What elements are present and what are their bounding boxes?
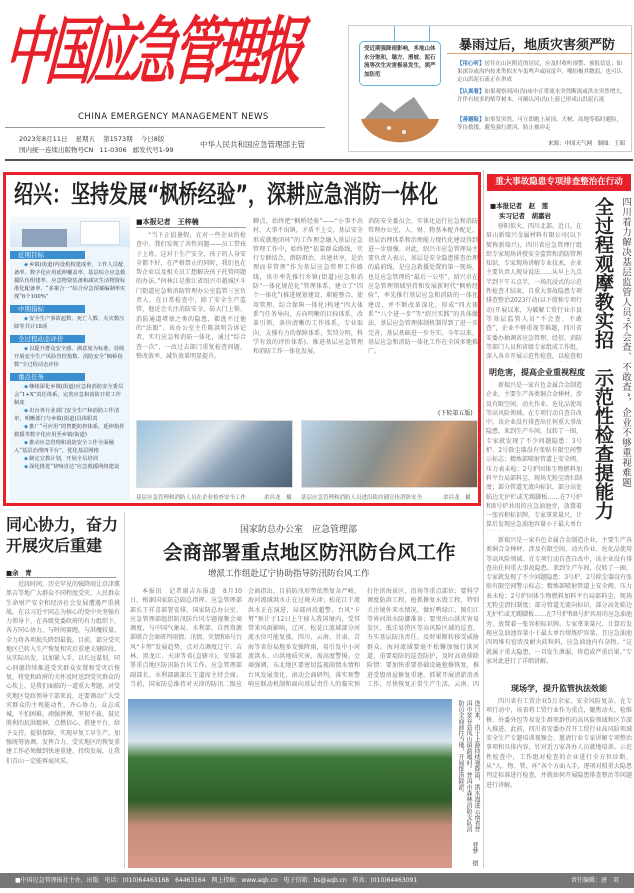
tip-item: 【善避险】如事发突然，可立即跑上屋顶、大树、高地等临时避险，等待救援，避免强行渡河，防止被冲走 [457,117,623,131]
divider [447,53,632,54]
tip-bubble: 受近期强降雨影响，多地山体水分饱和，塌方、滑坡、泥石流等次生灾害极易发生，须严加防范 [359,41,441,86]
article-column: 四川省有工贸企业5万余家，安全风险复杂。在专项行动中，该省将工贸行业作为重点，聚焦动火、检维修、外委外包等易发生群死群伤的高风险领域和区节深入推进。此前，四川省安委办召开工贸行业高风险领域安全生产专题培训视频会，邀请行业专家讲解专项整治事项和具体内容，针对近万家各办人员就地培训。示范性检查中，工作组对检查的企业进行全方位诊断，从“人、物、管、环”各个方面入手，逐项对照重大隐患判定标准进行检查，并就如何开展隐患排查整治等问题进行讲解。 [486,698,632,789]
photo-credit: 余昌龙 摄 [264,495,292,501]
photo-caption: 基层应急管理和消防人员进沿街店铺宣传消防安全 [301,495,423,501]
date: 2023年8月11日 [19,135,68,143]
lead-story [3,172,481,506]
flood-kicker: 国家防总办公室 应急管理部 [240,525,358,535]
issue-info [19,134,164,143]
flood-headline[interactable]: 会商部署重点地区防汛防台风工作 [163,541,456,564]
info-heading: 全过程动态评价 [10,335,85,343]
article-column: 新瑞兴是一家有色金属合金制造企业，主要生产各类铜合金棒材，涉及有限空间、动火作业、危化品使用等高风险领域。在专项行动自查自改中，该企业没有排查出任何重大事故隐患。来到生产车间，仅转了一圈，专家就发现了不少问题隐患：3号炉、2号除尘器没有张贴有限空间警示标志；精炼部喷射管道上安全阀、压力表未检；2号炉固体生物燃料加料平台局部料尘，现场无粉尘清扫制度；部分管道无流向标识，部分高处临边无护栏或无踢脚板……在7号炉和8号炉共用的应急油池旁，放置着一张容积标识牌。专家拿来量尺，计算后发现应急油池容量小于最大单台 [486,382,582,529]
byline: ■余 青 [6,568,116,578]
section-banner: 重大事故隐患专项排查整治在行动 [487,174,631,191]
issue-number: 第1573期 [103,135,133,143]
rebuild-headline[interactable]: 同心协力，奋力开展灾后重建 [6,515,119,555]
info-heading: 重点任务 [10,373,85,381]
article-column: 聊点，始终把“枫桥经验”——“小事不出村，大事不出镇，矛盾不上交，基层安全形成就地闭环”的工作理念融入基层应急管理工作中，始终把“依靠群众路线，实行专群结合，群防群治，共建共享，是治理而非管理”作为基层应急管理工作路线，该市率先推行乡镇(街道)应急和消防“一体化规范化”管理体系，建立了“四个一体化”(推进规划建设、职能整合、使用管理、综合保障一体化)构建“四大体系”(任务导向，方向明晰的目标体系，改革引领，条块清晰的工作体系，专业取向，支撑有力的保障体系，奖罚分明，科学有效的评价体系)，推进基层应急管理和消防工作一体化发展。 [253,218,363,356]
masthead-logo: 中国应急管理报 [0,8,304,95]
footer-phone: 电话：(010)64463168 64463164 [104,877,206,884]
photo-inspection [136,420,293,488]
divider [5,159,633,161]
byline: ■本报记者 王梓楠 [136,217,246,228]
photo-caption: 基层应急管理和消防人员在企业检查安全工作 [136,495,247,501]
footer-fax: 传真：(010)64463091 [352,877,418,884]
info-heading: 中期指标 [10,305,85,313]
divider [5,127,325,128]
article-column: “当下正值暑假，在对一些企业的检查中，我们发现了共性问题——员工带孩子上班。这对于生产安全、孩子的人身安全都不好，在严格禁止的同时，我们也在帮企业以及相关员工想解决孩子托管问题的办法。”何林江是浙江省绍兴市越城区斗门街道应急和消防管理办公室监管三室负责人，在日常检查中，除了安全生产监管，他还会关注消防安全，防大门上锁、消防通道堵塞之类的隐患，都逃不过他的“法眼”。该办公室主任陈洪明告诉记者，实行应急和消防一体化，通过“综合查一次”，一改过去部门重复检查问题，整改效率、减负效果明显提升。 [136,232,246,360]
landslide-illustration [359,94,441,149]
sichuan-headline[interactable]: 全过程观摩教实招 示范性检查提能力 [592,197,614,520]
subheading: 明危害，提高企业重视程度 [489,368,585,377]
info-heading: 近期目标 [10,251,85,259]
article-column: 消防安全委员会，实体化运行应急和消防管理办公室，人、财、物基本配齐配足，基层治理体系和治理能力现代化建设得到进一步加强。对此，绍兴市应急管理局主要负责人表示，基层是安全隐患排查治理的最前线，是应急救援处置的第一现场，也是应急管理的“最后一公里”。绍兴市在应急管理领域坚持和发展新时代“枫桥经验”，率先推行基层应急和消防的一体化建设，并不断改革深化，形成“四大体系”“八个进一步”等“绍兴实践”的具体做法，基层应急管理体制机制得到了进一步完善，基层基础进一步夯实。今年以来，基层应急和消防一体化工作在全国多地推广。 [368,218,478,356]
lead-headline[interactable]: 绍兴：坚持发展“枫桥经验”，深耕应急消防一体化 [14,180,438,209]
subheading: 现场学，提升监管执法效能 [511,684,607,693]
article-column: 会商指出，目前防汛形势依然复杂严峻，海河流域洪水正在过境天津；松花江干流洪水正在演进，局部河段超警。台风“卡努”预计于12日上午移入我国境内，受其带来风雨影响，辽河、松花江流域部分河流水位可能复涨，四川、云南、甘肃、青海等省份局地多发强降雨，易引发中小河流洪水、山洪地质灾害，需高度警惕。会商强调，东北地区要密切监视雨情水情和台风发展变化，滚动会商研判，落实预警响应联动机制和面向基层责任人的临灾预 [248,588,360,688]
cn-number: 国内统一连续出版物号CN 11-0306 [19,146,127,154]
photo-caption: 连日来，由于上游持续强降雨，洪水漫进云南省普洱市景谷县凤山镇勐嘎村。普洱市森林消防支队消防员全面前往当地，开展排涝除淤。 [457,700,480,832]
flood-photo [128,699,452,868]
photo-shop-visit [301,420,478,488]
photo-credit: 余昌龙 摄 [443,495,471,501]
weekday: 星期五 [75,135,96,143]
tip-source: 来源：中国天气网 制图：王昭 [547,141,625,147]
photo-credit: 曹梦 摄 [471,842,478,866]
footer-email[interactable]: 电子信箱：bs@aqb.cn [283,877,347,884]
masthead-english: CHINA EMERGENCY MANAGEMENT NEWS [78,112,269,122]
page-count: 今日8版 [140,135,165,143]
footer-bar [0,873,634,888]
goals-infographic: 近期目标 ◆ 乡镇(街道)内设机构建成率、工作人员配备率、数字化应用延伸覆盖率、基层综合应急救援队伍组建率、应急物资装备和减灾生活物资标准化配备率、“多案合一”综合应急预案编制率实现“6个100%” 中期指标 ◆ 安全生产事故起数、死亡人数、火灾数压降等共计18项 全过程动态评价 ◆ 以提升群众安全感、满意度为标准，持续开展安全生产风险管控指数、消防安全“枫桥指数”全过程动态评价 重点任务 ◆ 继续深化乡镇(街道)应急和消防安全委员会“1+X”责任体系，完善应急和消防日常工作制度 ◆ 出台各行业部门安全生产和消防工作清单，明晰部门与乡镇(街道)具体职责 ◆ 推广“可应用”的智能防控体系，延伸指挥救援等数字化应用至乡镇(街道) ◆ 推动应急管理和消防安全工作全面融入“基层治理四平台”，优化基层网格 ◆ 制定宣教计划，开展全员培训 ◆ 深化推进“快响直达”应急救援网络建设 [10,217,130,500]
sichuan-subtitle: 四川着力解决基层监管人员“不会查、不敢查”，企业不够重视难题 [620,197,631,488]
byline: ■本报记者 赵 莲 [490,202,549,210]
article-column: 打住滨海景区、沿场等重点部位；要科学调度防洪工程，抢抓修复水毁工程，特别关注境外来水情况，做好鸭绿江、图们江等界河洪水防御准备；要突出山洪灾害易发区、低洼易涝区等高风险区域的巡查，夯实基层防汛责任，及时果断转移受威胁群众。海河流域要毫不松懈加强行洪河道、重要堤防的巡查防护，及时高效排除险情；要加快重要基础设施抢修恢复，推进受毁房屋修复重建，抓紧开展清淤消杀工作，尽快恢复正常生产生活。云南、四 [367,588,479,688]
sponsor: 中华人民共和国应急管理部主管 [200,140,305,149]
weather-tip-box [348,25,632,152]
flood-subtitle: 增派工作组赴辽宁协助指导防汛防台风工作 [208,569,370,579]
column-divider [483,170,484,868]
article-column: 近段时间，历史罕见的强降雨让京津冀黑吉等地广大群众不同程度受灾，人民群众生命财产安全和经济社会发展遭遇严重挑战。在以习近平同志为核心的党中央坚强有力领导下，在各级党委政府的有力组织下，各方同心协力，与时间赛跑，与洪魔较量，全力将各项损失降到最低。目前，部分受灾地区已转入生产恢复和灾后重建关键阶段。从实际出发，以加紧入手，以长远谋划，同心同德持续推进受灾群众安置和受灾后恢复，将党和政府的关怀及时送到受灾群众的心坎上，是我们面临的一道重大考题。对受灾地区党政领导干部来说，还要调动广大受灾群众的主观能动性，齐心协力，众志成城，不怕困难，顽强拼搏，坚韧不拔，鼓足胜利的抗洪精神，点燃信心，搭建平台，给予支持，提供保障，实现早复工早生产。加强统筹协调，发挥合力，受灾地区的恢复重建工作必须做到快速重建、持续发展，让我们青山一定能再展风采。 [6,581,120,765]
column-divider [124,512,125,868]
article-column: 骄阳似火，四川北部。近日，在眉山新瑞兴金属材料有限公司(以下简称新瑞兴)，四川省应急管理厅组织专家现场讲授安全监管和消防管理知识，专家现场讲解专业技术，企业主要负责人现身说法……从早上九点半到下午五点半，一场沉浸式的示范性检查才结束。自重大事故隐患专项排查整治2023行动(以下简称专项行动)开展以来，为破解工贸行业市县等基层监管人员“不会查、不敢查”，企业不够重视等难题，四川省安委办抽调省应急管理、经信、消防等部门人员和省级专家组成工作组，深入各市开展示范性检查，以检查相 [486,223,582,361]
tip-title: 暴雨过后，地质灾害须严防 [459,38,616,53]
tip-item: 【用心听】居住在山区附近的居民，应及时收听预警、预报信息；如果深谷或沟内传来类似火车轰鸣声或闷雷声，哪怕极其微弱，也可认定山洪泥石流正在形成 [457,61,623,83]
article-column: 新瑞兴是一家有色金属合金制造企业，主要生产各类铜合金棒材，涉及有限空间、动火作业、危化品使用等高风险领域。在专项行动自查自改中，该企业没有排查出任何重大事故隐患。来到生产车间，仅转了一圈，专家就发现了不少问题隐患：3号炉、2号除尘器没有张贴有限空间警示标志；精炼部喷射管道上安全阀、压力表未检；2号炉固体生物燃料加料平台局部料尘，现场无粉尘清扫制度；部分管道无流向标识，部分高处临边无护栏或无踢脚板……在7号炉和8号炉共用的应急油池旁，放置着一张容积标识牌。专家拿来量尺，计算后发现应急油池容量小于最大单台熔炼炉容量，且应急油池四周堆有窑渣及耐火砖粒料，应急油池内有杂物。“这就属于重大隐患，一旦发生泄漏，将造成严重后果。”专家对此进行了详细讲解。 [486,537,632,665]
byline: 实习记者 胡嘉岩 [499,212,551,220]
article-column: 本报讯 记者谢吉东报道 8月10日，根据国家防总副总指挥、应急管理部部长王祥喜部署安排，国家防总办公室、应急管理部组织防汛防台风专题视频会商调度，与中国气象局、水利部、自然资源部联合会商研判雨情、汛情、灾情和6号台风“卡努”发展趋势，点对点调度辽宁、吉林、黑龙江、天津等省(直辖市)，安排部署重点地区防汛防台风工作。应急管理部副部长、水利部副部长王道席主持会商。当前，国家防总维持对天津的防汛二级应 [130,588,242,688]
post-code: 邮发代号1-99 [132,146,174,154]
footer-editor: 责任编辑：唐 双 [570,877,619,884]
footer-submit-link[interactable]: 网上投稿：www.aqb.cn [211,877,278,884]
tip-item: 【认真看】如果观察到河(沟)床中正常流水突然断流或洪水突然增大，并伴有较多的柴草树木，可确认河(沟)上游已形成山洪泥石流 [457,89,627,103]
houses-illustration [10,217,130,247]
footer-publisher: ■中国应急管理报社主办、出版 [15,877,99,884]
continued-note[interactable]: (下转第五版) [438,410,473,417]
